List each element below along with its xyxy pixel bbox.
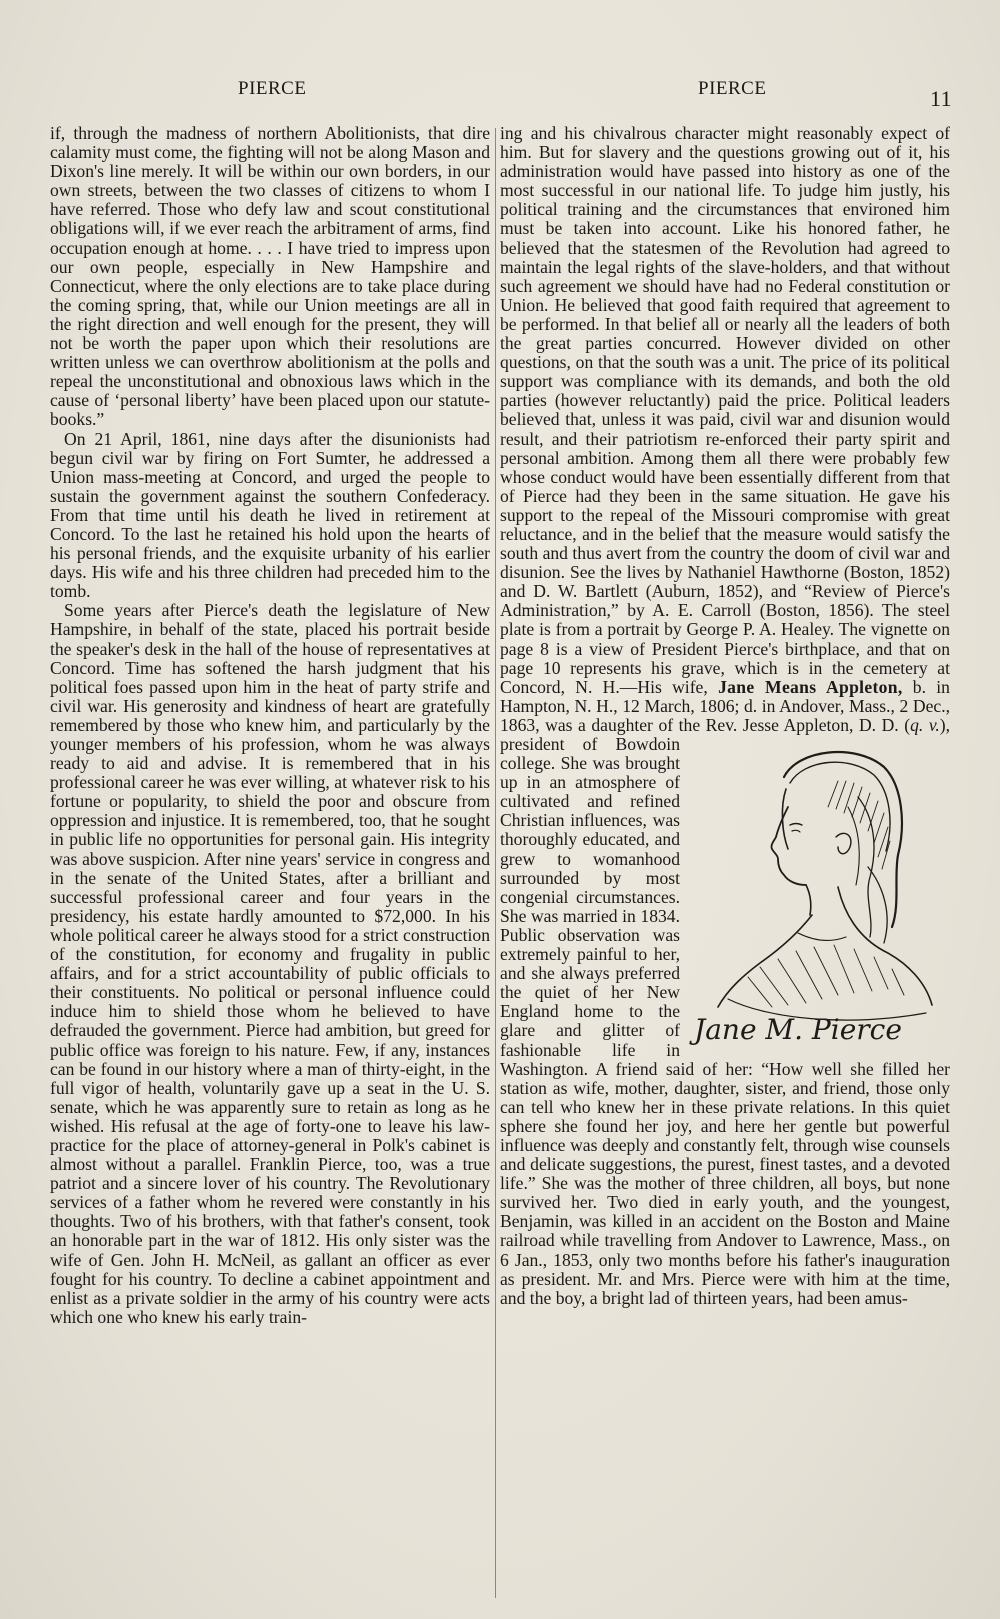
left-paragraph-1861: On 21 April, 1861, nine days after the disunionists had begun civil war by firing on Fort Sumter, he addressed a Union mass-meeting at Concord, and urged the people to sustain the government against the southern Confederacy. From that time until his death he lived in retirement at Concord. To the last he retained his hold upon the hearts of his personal friends, and the exquisite urbanity of his earlier days. His wife and his three children had preceded him to the tomb. [50, 428, 490, 602]
right-paragraph-bio-rest: ), president of Bowdoin college. She was brought up in an atmosphere of cultivated and refined Christian influences, was thoroughly educated, and grew to womanhood surrounded by most congenial circumstances. She was married in 1834. Public observation was extremely painful to her, and she always preferred the quiet of her New England home to the glare and glitter of fashionable life in Washington. A friend said of her: “How well she filled her station as wife, mother, daughter, sister, and friend, those only can tell who knew her in these private relations. In this quiet sphere she found her joy, and here her gentle but powerful influence was deeply and constantly felt, through wise counsels and delicate suggestions, the purest, finest tastes, and a devoted life.” She was the mother of three children, all boys, but none survived her. Two died in early youth, and the youngest, Benjamin, was killed in an accident on the Boston and Maine railroad while travelling from Andover to Lawrence, Mass., on 6 Jan., 1853, only two months before his father's inauguration as president. Mr. and Mrs. Pierce were with him at the time, and the boy, a bright lad of thirteen years, had been amus- [500, 714, 950, 1308]
left-paragraph-quote-end: if, through the madness of northern Abolitionists, that dire calamity must come, the fighting will not be along Mason and Dixon's line merely. It will be within our own borders, in our own streets, between the two classes of citizens to whom I have referred. Those who defy law and scout constitutional obligations will, if we ever reach the arbitrament of arms, find occupation enough at home. . . . I have tried to impress upon our own people, especially in New Hampshire and Connecticut, where the only elections are to take place during the coming spring, that, while our Union meetings are all in the right direction and well enough for the present, they will not be worth the paper upon which their resolutions are written unless we can overthrow abolitionism at the polls and repeal the unconstitutional and obnoxious laws which in the cause of ‘personal liberty’ have been placed upon our statute-books.” [50, 123, 490, 430]
column-divider [495, 128, 496, 1598]
right-paragraph-bio: b. in Hampton, N. H., 12 March, 1806; d. in Andover, Mass., 2 Dec., 1863, was a daughter of the Rev. Jesse Appleton, D. D. ( [500, 676, 950, 735]
portrait-engraving [688, 737, 950, 1049]
signature: Jane M. Pierce [694, 1013, 902, 1046]
left-paragraph-legacy: Some years after Pierce's death the legislature of New Hampshire, in behalf of the state, placed his portrait beside the speaker's desk in the hall of the house of representatives at Concord. Time has softened the harsh judgment that his political foes passed upon him in the heat of party strife and civil war. His generosity and kindness of heart are gratefully remembered by those who knew him, and particularly by the younger members of his profession, whom he was always ready to aid and advise. It is remembered that in his professional career he was ever willing, at whatever risk to his fortune or popularity, to shield the poor and obscure from oppression and injustice. It is remembered, too, that he sought in public life no opportunities for personal gain. His integrity was above suspicion. After nine years' service in congress and in the senate of the United States, after a brilliant and successful professional career and four years in the presidency, his estate hardly amounted to $72,000. In his whole political career he always stood for a strict construction of the constitution, for economy and frugality in public affairs, and for a strict accountability of public officials to their constituents. No political or personal influence could induce him to shield those whom he believed to have defrauded the government. Pierce had ambition, but greed for public office was foreign to his nature. Few, if any, instances can be found in our history where a man of thirty-eight, in the full vigor of health, voluntarily gave up a seat in the U. S. senate, which he was apparently sure to retain as long as he wished. His refusal at the age of forty-one to leave his law-practice for the place of attorney-general in Polk's cabinet is almost without a parallel. Franklin Pierce, too, was a true patriot and a sincere lover of his country. The Revolutionary services of a father whom he revered were constantly in his thoughts. Two of his brothers, with that father's consent, took an honorable part in the war of 1812. His only sister was the wife of Gen. John H. McNeil, as gallant an officer as ever fought for his country. To decline a cabinet appointment and enlist as a private soldier in the army of his country were acts which one who knew his early train- [50, 600, 490, 1327]
wife-name: Jane Means Appleton, [718, 676, 903, 697]
left-column [50, 124, 490, 1327]
page-number: 11 [930, 86, 953, 111]
right-paragraph-text: ing and his chivalrous character might reasonably expect of him. But for slavery and the questions growing out of it, his administration would have passed into history as one of the most successful in our national life. To judge him justly, his political training and the circumstances that environed him must be taken into account. Like his honored father, he believed that the statesmen of the Revolution had agreed to maintain the legal rights of the slave-holders, and that without such agreement we should have had no Federal constitution or Union. He believed that good faith required that agreement to be performed. In that belief all or nearly all the leaders of both the great parties concurred. However divided on other questions, on that the south was a unit. The price of its political support was compliance with its demands, and both the old parties (however reluctantly) paid the price. Political leaders believed that, unless it was paid, civil war and disunion would result, and their patriotism re-enforced their party spirit and personal ambition. Among them all there were probably few whose conduct would have been essentially different from that of Pierce had they been in the same situation. He gave his support to the repeal of the Missouri compromise with great reluctance, and in the belief that the measure would satisfy the south and thus avert from the country the doom of civil war and disunion. See the lives by Nathaniel Hawthorne (Boston, 1852) and D. W. Bartlett (Auburn, 1852), and “Review of Pierce's Administration,” by A. E. Carroll (Boston, 1856). The steel plate is from a portrait by George P. A. Healey. The vignette on page 8 is a view of President Pierce's birthplace, and that on page 10 represents his grave, which is in the cemetery at Concord, N. H.—His wife, [500, 123, 950, 697]
portrait-figure [688, 737, 950, 1049]
right-paragraph [500, 124, 950, 1308]
running-title-right: PIERCE [698, 78, 767, 99]
right-column [500, 124, 950, 1308]
running-header [0, 78, 1000, 111]
qv-reference: q. v. [910, 714, 940, 735]
running-title-left: PIERCE [238, 78, 307, 99]
